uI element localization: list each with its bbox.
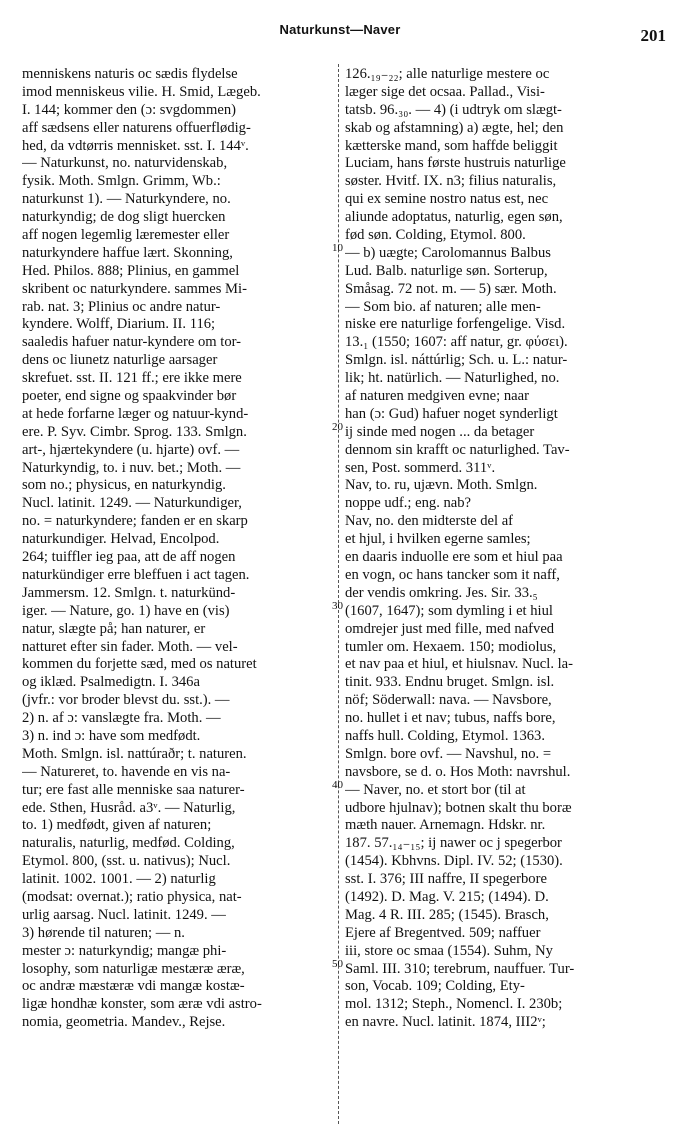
text-line: natturet efter sin fader. Moth. — vel- <box>22 638 238 655</box>
text-line: naffs hull. Colding, Etymol. 1363. <box>345 727 545 744</box>
text-line: en navre. Nucl. latinit. 1874, III2ᵛ; <box>345 1014 546 1031</box>
text-line: — Som bio. af naturen; alle men- <box>345 298 541 315</box>
text-line: dens oc liunetz naturlige aarsager <box>22 352 218 369</box>
text-line: naturkyndere haffue lært. Skonning, <box>22 244 233 261</box>
right-column <box>345 66 667 1032</box>
text-line: Smlgn. isl. náttúrlig; Sch. u. L.: natur- <box>345 352 568 369</box>
text-line: poeter, end signe og spaakvinder bør <box>22 388 237 405</box>
text-line: niske ere naturlige forfengelige. Visd. <box>345 316 566 333</box>
text-line: iii, store oc smaa (1554). Suhm, Ny <box>345 942 553 959</box>
text-line: oc andræ mæstæræ vdi mangæ kostæ- <box>22 978 245 995</box>
text-line: aff sædsens eller naturens offuerflødig- <box>22 119 251 136</box>
text-line: (1454). Kbhvns. Dipl. IV. 52; (1530). <box>345 853 563 870</box>
text-line: sen, Post. sommerd. 311ᵛ. <box>345 459 496 476</box>
line-number: 10 <box>332 242 343 254</box>
text-line: — b) uægte; Carolomannus Balbus <box>345 244 551 261</box>
text-line: Nav, no. den midterste del af <box>345 513 514 530</box>
text-line: (jvfr.: vor broder blevst du. sst.). — <box>22 692 230 709</box>
text-line: Jammersm. 12. Smlgn. t. naturkünd- <box>22 584 236 601</box>
running-header: Naturkunst—Naver <box>279 22 401 37</box>
text-line: der vendis omkring. Jes. Sir. 33.₅ <box>345 584 538 601</box>
text-line: (1607, 1647); som dymling i et hiul <box>345 602 553 619</box>
text-line: 2) n. af ɔ: vanslægte fra. Moth. — <box>22 710 221 727</box>
text-line: Nucl. latinit. 1249. — Naturkundiger, <box>22 495 242 512</box>
text-line: en vogn, oc hans tancker som it naff, <box>345 566 560 583</box>
text-line: Moth. Smlgn. isl. nattúraðr; t. naturen. <box>22 745 247 762</box>
text-line: 187. 57.₁₄₋₁₅; ij nawer oc j spegerbor <box>345 835 562 852</box>
text-line: nomia, geometria. Mandev., Rejse. <box>22 1014 226 1031</box>
line-number: 40 <box>332 779 343 791</box>
text-line: menniskens naturis oc sædis flydelse <box>22 66 238 82</box>
text-line: søster. Hvitf. IX. n3; filius naturalis, <box>345 173 557 190</box>
text-line: skrefuet. sst. II. 121 ff.; ere ikke mere <box>22 370 242 387</box>
text-line: naturkündiger erre bleffuen i act tagen. <box>22 566 250 583</box>
text-line: naturkundiger. Helvad, Encolpod. <box>22 531 220 548</box>
text-line: læger sige det ocsaa. Pallad., Visi- <box>345 83 545 100</box>
text-line: af naturen medgiven evne; naar <box>345 388 529 405</box>
text-line: mester ɔ: naturkyndig; mangæ phi- <box>22 942 227 959</box>
text-line: naturkyndig; de dog sligt huercken <box>22 209 226 226</box>
text-line: losophy, som naturligæ mestæræ æræ, <box>22 960 245 977</box>
text-line: urlig aarsag. Nucl. latinit. 1249. — <box>22 906 226 923</box>
text-line: natur, slægte på; han naturer, er <box>22 620 206 637</box>
text-line: 264; tuiffler ieg paa, att de aff nogen <box>22 549 236 566</box>
text-line: — Natureret, to. havende en vis na- <box>22 763 231 780</box>
line-number: 20 <box>332 421 343 433</box>
left-column <box>22 66 338 1032</box>
line-number: 50 <box>332 958 343 970</box>
text-line: skribent oc naturkyndere. sammes Mi- <box>22 280 247 297</box>
text-line: Lud. Balb. naturlige søn. Sorterup, <box>345 262 548 279</box>
text-line: 13.₁ (1550; 1607: aff natur, gr. φύσει). <box>345 334 568 351</box>
text-line: og iklæd. Psalmedigtn. I. 346a <box>22 674 200 691</box>
text-line: nöf; Söderwall: nava. — Navsbore, <box>345 692 552 709</box>
text-line: Nav, to. ru, ujævn. Moth. Smlgn. <box>345 477 538 494</box>
text-line: lik; ht. natürlich. — Naturlighed, no. <box>345 370 560 387</box>
text-line: fød søn. Colding, Etymol. 800. <box>345 227 526 244</box>
text-line: ere. P. Syv. Cimbr. Sprog. 133. Smlgn. <box>22 423 247 440</box>
text-line: udbore hjulnav); botnen skalt thu boræ <box>345 799 572 816</box>
text-line: mol. 1312; Steph., Nomencl. I. 230b; <box>345 996 563 1013</box>
text-line: (modsat: overnat.); ratio physica, nat- <box>22 888 242 905</box>
text-line: mæth nauer. Arnemagn. Hdskr. nr. <box>345 817 546 834</box>
text-line: kyndere. Wolff, Diarium. II. 116; <box>22 316 216 333</box>
text-line: sst. I. 376; III naffre, II spegerbore <box>345 871 547 888</box>
text-line: iger. — Nature, go. 1) have en (vis) <box>22 602 230 619</box>
text-line: en daaris induolle ere som et hiul paa <box>345 549 563 566</box>
text-line: tinit. 933. Endnu bruget. Smlgn. isl. <box>345 674 555 691</box>
text-line: son, Vocab. 109; Colding, Ety- <box>345 978 525 995</box>
text-line: han (ɔ: Gud) hafuer noget synderligt <box>345 405 558 422</box>
text-line: navsbore, se d. o. Hos Moth: navrshul. <box>345 763 571 780</box>
text-line: dennom sin krafft oc naturlighed. Tav- <box>345 441 570 458</box>
text-line: som no.; physicus, en naturkyndig. <box>22 477 226 494</box>
text-line: to. 1) medfødt, given af naturen; <box>22 817 212 834</box>
text-line: aliunde adoptatus, naturlig, egen søn, <box>345 209 563 226</box>
text-line: et nav paa et hiul, et hiulsnav. Nucl. la- <box>345 656 574 673</box>
text-line: saaledis hafuer natur-kyndere om tor- <box>22 334 242 351</box>
text-line: tur; ere fast alle menniske saa naturer- <box>22 781 245 798</box>
text-line: et hjul, i hvilken egerne samles; <box>345 531 531 548</box>
text-line: Ejere af Bregentved. 509; naffuer <box>345 924 541 941</box>
text-line: Mag. 4 R. III. 285; (1545). Brasch, <box>345 906 549 923</box>
text-line: (1492). D. Mag. V. 215; (1494). D. <box>345 888 549 905</box>
text-line: no. hullet i et nav; tubus, naffs bore, <box>345 710 556 727</box>
text-line: 3) n. ind ɔ: have som medfødt. <box>22 727 201 744</box>
text-line: Hed. Philos. 888; Plinius, en gammel <box>22 262 240 279</box>
text-line: Småsag. 72 not. m. — 5) sær. Moth. <box>345 280 557 297</box>
text-line: ede. Sthen, Husråd. a3ᵛ. — Naturlig, <box>22 799 236 816</box>
text-line: at hede forfarne læger og natuur-kynd- <box>22 405 249 422</box>
text-line: ligæ hondhæ konster, som æræ vdi astro- <box>22 996 262 1013</box>
text-line: art-, hjærtekyndere (u. hjarte) ovf. — <box>22 441 240 458</box>
text-line: naturkunst 1). — Naturkyndere, no. <box>22 191 231 208</box>
text-line: kommen du forjette sæd, med os naturet <box>22 656 257 673</box>
text-line: aff nogen legemlig læremester eller <box>22 227 230 244</box>
text-line: naturalis, naturlig, medfød. Colding, <box>22 835 235 852</box>
text-line: Luciam, hans første hustruis naturlige <box>345 155 566 172</box>
text-line: latinit. 1002. 1001. — 2) naturlig <box>22 871 216 888</box>
text-line: Smlgn. bore ovf. — Navshul, no. = <box>345 745 552 762</box>
text-line: Naturkyndig, to. i nuv. bet.; Moth. — <box>22 459 241 476</box>
text-line: skab og afstamning) a) ægte, hel; den <box>345 119 564 136</box>
page-number: 201 <box>640 26 666 45</box>
text-line: tumler om. Hexaem. 150; modiolus, <box>345 638 557 655</box>
text-line: noppe udf.; eng. nab? <box>345 495 472 512</box>
text-line: rab. nat. 3; Plinius oc andre natur- <box>22 298 221 315</box>
text-line: tatsb. 96.₃₀. — 4) (i udtryk om slægt- <box>345 101 562 118</box>
text-line: imod menniskeus vilie. H. Smid, Lægeb. <box>22 83 261 100</box>
text-line: Etymol. 800, (sst. u. nativus); Nucl. <box>22 853 231 870</box>
text-line: 126.₁₉₋₂₂; alle naturlige mestere oc <box>345 66 550 82</box>
text-line: fysik. Moth. Smlgn. Grimm, Wb.: <box>22 173 221 190</box>
text-line: omdrejer just med fille, med nafved <box>345 620 555 637</box>
text-line: ij sinde med nogen ... da betager <box>345 423 535 440</box>
text-line: kætterske mand, som haffde beliggit <box>345 137 558 154</box>
text-line: qui ex semine nostro natus est, nec <box>345 191 549 208</box>
text-line: I. 144; kommer den (ɔ: svgdommen) <box>22 101 236 118</box>
text-line: hed, da vdtørris mennisket. sst. I. 144ᵛ. <box>22 137 249 154</box>
line-number: 30 <box>332 600 343 612</box>
text-line: — Naver, no. et stort bor (til at <box>345 781 526 798</box>
text-line: 3) hørende til naturen; — n. <box>22 924 185 941</box>
text-line: — Naturkunst, no. naturvidenskab, <box>22 155 228 172</box>
text-line: no. = naturkyndere; fanden er en skarp <box>22 513 248 530</box>
text-line: Saml. III. 310; terebrum, nauffuer. Tur- <box>345 960 575 977</box>
